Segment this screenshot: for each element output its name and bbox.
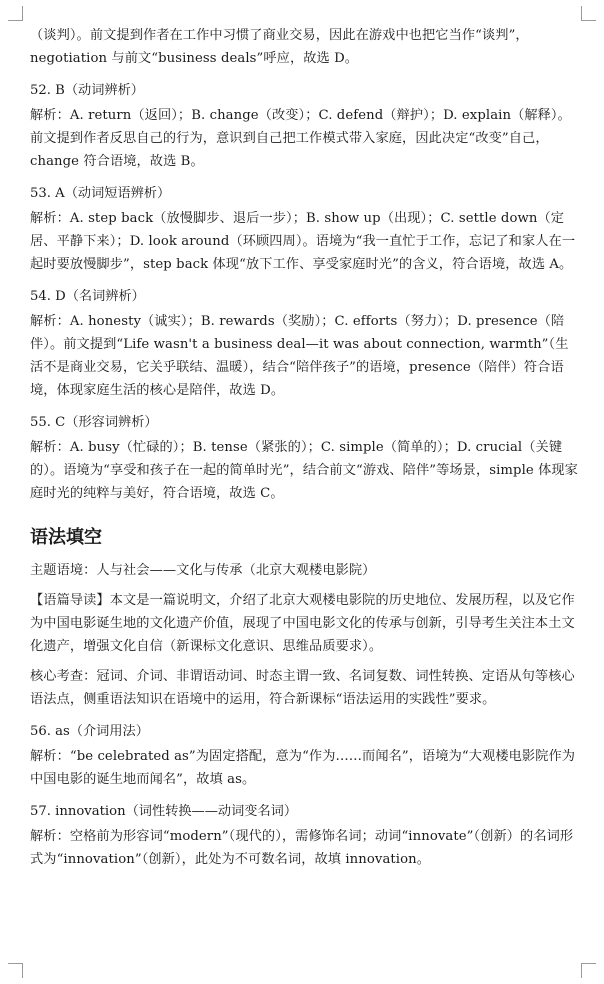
crop-mark-top-right	[581, 6, 596, 21]
section-title-grammar-fill: 语法填空	[30, 527, 102, 548]
core-assessment: 核心考查：冠词、介词、非谓语动词、时态主谓一致、名词复数、词性转换、定语从句等核心语法点，侧重语法知识在语境中的运用，符合新课标“语法运用的实践性”要求。	[30, 669, 575, 707]
explanation-57: 解析：空格前为形容词“modern”（现代的），需修饰名词；动词“innovate”（创新）的名词形式为“innovation”（创新），此处为不可数名词，故填 innovation。	[30, 829, 574, 867]
answer-label-56: 56. as（介词用法）	[30, 724, 149, 739]
answer-label-53: 53. A（动词短语辨析）	[30, 186, 171, 201]
answer-label-55: 55. C（形容词辨析）	[30, 415, 158, 430]
answer-label-52: 52. B（动词辨析）	[30, 83, 144, 98]
crop-mark-top-left	[8, 6, 23, 21]
crop-mark-bottom-right	[581, 963, 596, 978]
passage-guide: 【语篇导读】本文是一篇说明文，介绍了北京大观楼电影院的历史地位、发展历程，以及它作为中国电影诞生地的文化遗产价值，展现了中国电影文化的传承与创新，引导考生关注本土文化遗产，增强文化自信（新课标文化意识、思维品质要求）。	[30, 593, 575, 654]
explanation-54: 解析：A. honesty（诚实）；B. rewards（奖励）；C. efforts（努力）；D. presence（陪伴）。前文提到“Life wasn't a business deal—it was about connection, warmth”（生活不是商业交易，它关乎联结、温暖），结合“陪伴孩子”的语境，presence（陪伴）符合语境，体现家庭生活的核心是陪伴，故选 D。	[30, 314, 569, 398]
answer-label-54: 54. D（名词辨析）	[30, 289, 145, 304]
theme-context: 主题语境：人与社会——文化与传承（北京大观楼电影院）	[30, 563, 376, 578]
explanation-53: 解析：A. step back（放慢脚步、退后一步）；B. show up（出现）；C. settle down（定居、平静下来）；D. look around（环顾四周）。语境为“我一直忙于工作，忘记了和家人在一起时要放慢脚步”，step back 体现“放下工作、享受家庭时光”的含义，符合语境，故选 A。	[30, 211, 576, 272]
explanation-51-continued: （谈判）。前文提到作者在工作中习惯了商业交易，因此在游戏中也把它当作“谈判”，negotiation 与前文“business deals”呼应，故选 D。	[30, 28, 529, 66]
crop-mark-bottom-left	[8, 963, 23, 978]
explanation-56: 解析：“be celebrated as”为固定搭配，意为“作为……而闻名”，语境为“大观楼电影院作为中国电影的诞生地而闻名”，故填 as。	[30, 749, 576, 787]
explanation-55: 解析：A. busy（忙碌的）；B. tense（紧张的）；C. simple（简单的）；D. crucial（关键的）。语境为“享受和孩子在一起的简单时光”，结合前文“游戏、陪伴”等场景，simple 体现家庭时光的纯粹与美好，符合语境，故选 C。	[30, 440, 578, 501]
document-body	[30, 24, 580, 871]
answer-label-57: 57. innovation（词性转换——动词变名词）	[30, 804, 298, 819]
explanation-52: 解析：A. return（返回）；B. change（改变）；C. defend（辩护）；D. explain（解释）。前文提到作者反思自己的行为，意识到自己把工作模式带入家庭，因此决定“改变”自己，change 符合语境，故选 B。	[30, 108, 571, 169]
